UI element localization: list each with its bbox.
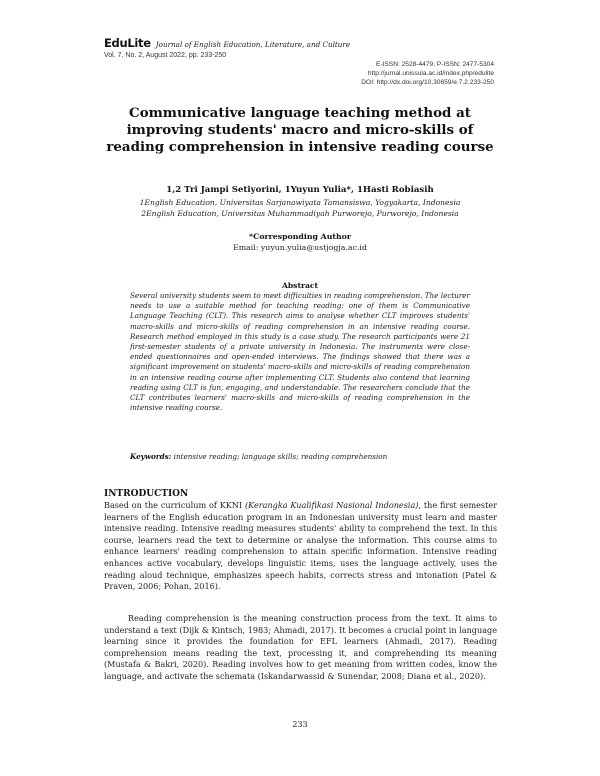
corresponding-email[interactable]: Email: yuyun.yulia@ustjogja.ac.id: [233, 243, 367, 252]
keywords-line: [130, 452, 470, 461]
keywords-text: intensive reading; language skills; reading comprehension: [173, 452, 388, 461]
publication-info: [361, 60, 494, 87]
affiliation-1: 1English Education, Universitas Sarjanawiyata Tamansiswa, Yogyakarta, Indonesia: [139, 198, 461, 207]
intro-p1-start: Based on the curriculum of KKNI: [104, 500, 245, 510]
intro-paragraph-1: [104, 500, 497, 593]
journal-line: [104, 36, 350, 50]
journal-name: Journal of English Education, Literature, and Culture: [155, 40, 351, 49]
journal-header: [104, 36, 350, 59]
author-list: 1,2 Tri Jampi Setiyorini, 1Yuyun Yulia*, 1Hasti Robiasih: [166, 185, 434, 195]
journal-url-link[interactable]: http://jurnal.unissula.ac.id/index.php/edulite: [367, 70, 494, 77]
journal-logo-text: EduLite: [104, 36, 151, 50]
abstract-body: Several university students seem to meet difficulties in reading comprehension. The lecturer needs to use a suitable method for teaching reading; one of them is Communicative Language Teaching (CLT). This research aims to analyse whether CLT improves students' macro-skills and micro-skills of reading comprehension in an intensive reading course. Research method employed in this study is a case study. The research participants were 21 first-semester students of a private university in Indonesia. The instruments were close-ended questionnaires and open-ended interviews. The findings showed that there was a significant improvement on students' macro-skills and micro-skills of reading comprehension in an intensive reading course after implementing CLT. Students also contend that learning reading using CLT is fun, engaging, and understandable. The researchers conclude that the CLT contributes learners' macro-skills and micro-skills of reading comprehension in the intensive reading course.: [130, 291, 470, 413]
kkni-term: (Kerangka Kualifikasi Nasional Indonesia): [244, 500, 419, 510]
intro-p1-rest: , the first semester learners of the English education program in an Indonesian university must learn and master intensive reading. Intensive reading measures students' ability to comprehend the text. In this course, learners read the text to determine or analyse the information. This course aims to enhance learners' reading comprehension to attain specific information. Intensive reading enhances active vocabulary, develops linguistic items, uses the language actively, uses the reading aloud technique, emphasizes speech habits, corrects stress and intonation (Patel & Praven, 2006; Pohan, 2016).: [104, 500, 497, 592]
doi-link[interactable]: DOI: http://dx.doi.org/10.30659/e.7.2.233-250: [361, 79, 494, 86]
abstract-heading: Abstract: [281, 281, 319, 290]
keywords-label: Keywords:: [130, 452, 172, 461]
introduction-heading: INTRODUCTION: [104, 489, 189, 499]
affiliation-2: 2English Education, Universitas Muhammadiyah Purworejo, Purworejo, Indonesia: [141, 209, 459, 218]
intro-paragraph-2: Reading comprehension is the meaning construction process from the text. It aims to understand a text (Dijk & Kintsch, 1983; Ahmadi, 2017). It becomes a crucial point in language learning since it provides the foundation for EFL learners (Ahmadi, 2017). Reading comprehension means reading the text, processing it, and comprehending its meaning (Mustafa & Bakri, 2020). Reading involves how to get meaning from written codes, know the language, and activate the schemata (Iskandarwassid & Sunendar, 2008; Diana et al., 2020).: [104, 613, 497, 681]
issn-line: E-ISSN: 2528-4479, P-ISSN: 2477-5304: [375, 61, 494, 68]
page-number: 233: [292, 720, 308, 729]
corresponding-author-label: *Corresponding Author: [249, 232, 351, 241]
volume-info: Vol. 7, No. 2, August 2022, pp. 233-250: [104, 52, 227, 59]
article-title: Communicative language teaching method at improving students' macro and micro-skills of reading comprehension in intensive reading course: [106, 105, 494, 155]
